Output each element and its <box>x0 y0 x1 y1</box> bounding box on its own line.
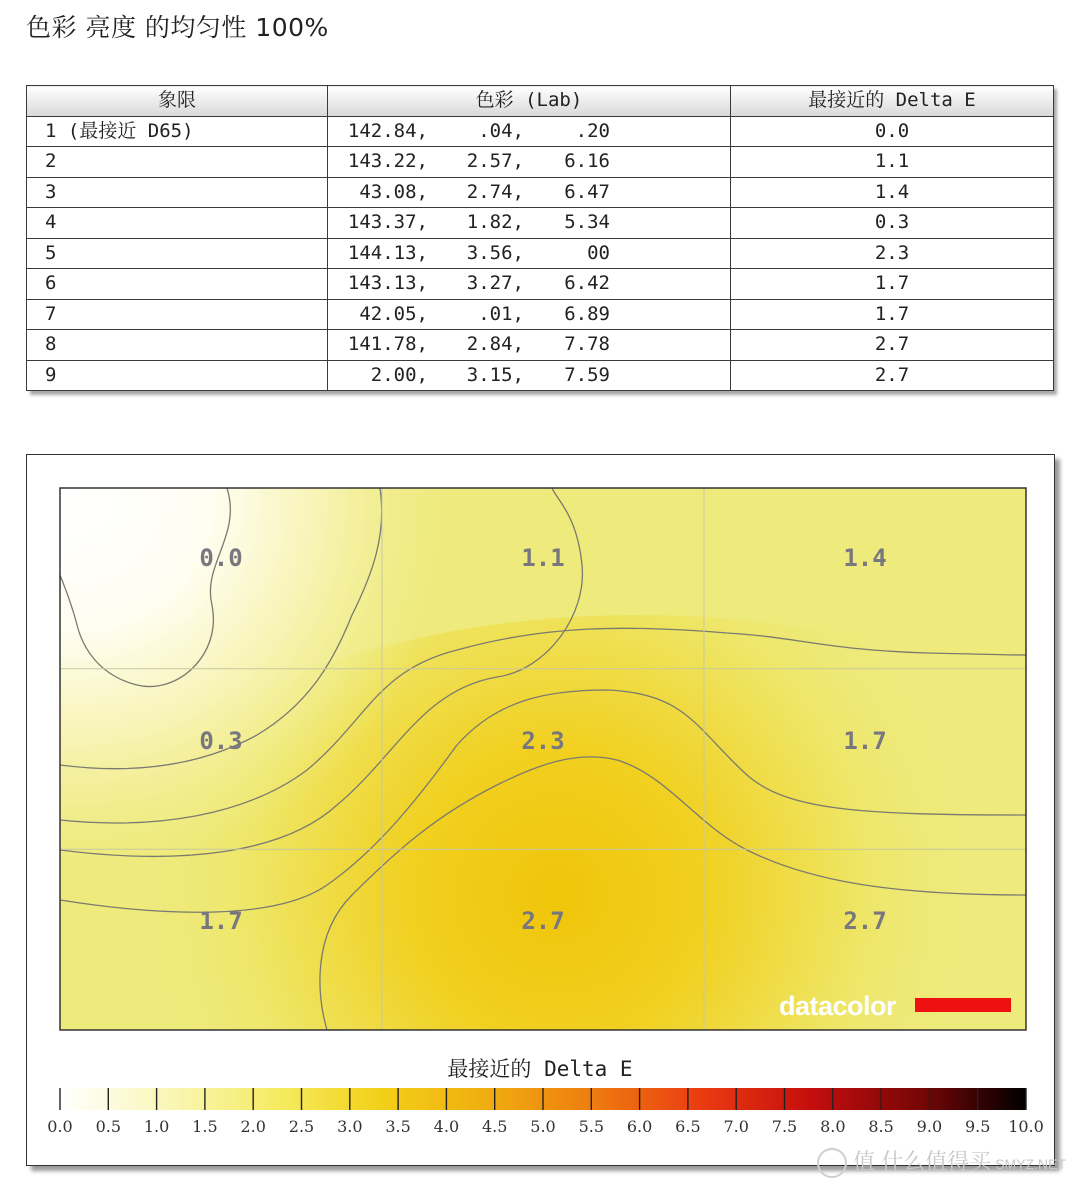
lab-component: .04, <box>478 119 524 142</box>
lab-component: 2.00, <box>370 363 428 386</box>
legend-tick-label: 9.5 <box>964 1117 991 1136</box>
lab-component: 144.13, <box>347 241 428 264</box>
lab-component: 1.82, <box>466 211 524 233</box>
cell-delta-e: 2.3 <box>731 238 1054 269</box>
table-header-row <box>27 86 1054 117</box>
legend-tick-label: 0.5 <box>95 1117 122 1136</box>
lab-component: 2.84, <box>466 333 524 355</box>
table-row <box>27 177 1054 208</box>
watermark <box>817 1145 1066 1178</box>
legend-tick-label: 8.0 <box>820 1117 846 1136</box>
cell-lab <box>328 208 731 239</box>
cell-delta-e: 0.3 <box>731 208 1054 239</box>
legend-tick-label: 4.5 <box>481 1117 508 1136</box>
cell-value-label: 1.7 <box>843 727 887 755</box>
lab-component: 143.22, <box>347 150 428 172</box>
cell-quadrant: 7 <box>27 299 328 330</box>
cell-value-label: 1.4 <box>843 544 887 572</box>
lab-component: 143.37, <box>347 211 428 233</box>
cell-delta-e: 1.7 <box>731 299 1054 330</box>
cell-lab <box>328 330 731 361</box>
lab-component: 6.47 <box>564 180 610 203</box>
cell-lab <box>328 116 731 147</box>
cell-value-label: 1.1 <box>521 544 565 572</box>
cell-lab <box>328 238 731 269</box>
legend-tick-label: 6.5 <box>675 1117 701 1136</box>
cell-delta-e: 0.0 <box>731 116 1054 147</box>
lab-component: 6.89 <box>564 302 610 325</box>
lab-component: 142.84, <box>347 119 428 142</box>
legend-tick-label: 2.5 <box>288 1117 315 1136</box>
table-row <box>27 299 1054 330</box>
cell-delta-e: 1.1 <box>731 147 1054 178</box>
legend-tick-label: 3.0 <box>337 1117 363 1136</box>
logo-text: datacolor <box>779 991 897 1021</box>
lab-component: 3.27, <box>466 272 524 294</box>
lab-component: 141.78, <box>347 333 428 355</box>
legend-tick-label: 0.0 <box>47 1117 73 1136</box>
cell-quadrant: 8 <box>27 330 328 361</box>
cell-lab <box>328 177 731 208</box>
table-row <box>27 208 1054 239</box>
lab-component: .20 <box>575 119 610 142</box>
page-title: 色彩 亮度 的均匀性 100% <box>26 13 329 42</box>
lab-component: 2.74, <box>466 180 524 203</box>
lab-component: 3.15, <box>466 363 524 386</box>
lab-component: 6.42 <box>564 272 610 294</box>
logo-bar <box>915 998 1011 1012</box>
watermark-text: 值 什么值得买 <box>853 1148 992 1174</box>
lab-component: 5.34 <box>564 211 610 233</box>
lab-component: 7.59 <box>564 363 610 386</box>
cell-delta-e: 2.7 <box>731 330 1054 361</box>
table-row <box>27 330 1054 361</box>
cell-lab <box>328 360 731 391</box>
cell-value-label: 1.7 <box>199 907 243 935</box>
watermark-site: SMYZ.NET <box>995 1155 1066 1172</box>
table-row <box>27 116 1054 147</box>
legend-tick-label: 6.0 <box>626 1117 653 1136</box>
cell-value-label: 2.3 <box>521 727 565 755</box>
legend-title: 最接近的 Delta E <box>447 1057 633 1081</box>
cell-lab <box>328 269 731 300</box>
cell-lab <box>328 299 731 330</box>
uniformity-chart-panel <box>26 454 1055 1166</box>
legend-tick-label: 4.0 <box>433 1117 460 1136</box>
lab-component: 143.13, <box>347 272 428 294</box>
lab-component: 3.56, <box>466 241 524 264</box>
cell-value-label: 0.3 <box>199 727 243 755</box>
table-row <box>27 360 1054 391</box>
legend-tick-label: 3.5 <box>385 1117 411 1136</box>
legend-tick-label: 5.0 <box>530 1117 556 1136</box>
lab-component: 43.08, <box>359 180 428 203</box>
header-quadrant: 象限 <box>27 86 328 117</box>
legend-tick-label: 5.5 <box>578 1117 605 1136</box>
lab-component: 2.57, <box>466 150 524 172</box>
table-row <box>27 147 1054 178</box>
cell-quadrant: 6 <box>27 269 328 300</box>
cell-quadrant: 3 <box>27 177 328 208</box>
cell-lab <box>328 147 731 178</box>
lab-component: 00 <box>587 241 610 264</box>
cell-quadrant: 1 (最接近 D65) <box>27 116 328 147</box>
header-lab: 色彩 (Lab) <box>328 86 731 117</box>
uniformity-chart <box>27 455 1054 1165</box>
lab-component: 7.78 <box>564 333 610 355</box>
cell-delta-e: 2.7 <box>731 360 1054 391</box>
table-row <box>27 269 1054 300</box>
legend-tick-label: 8.5 <box>868 1117 894 1136</box>
table-row <box>27 238 1054 269</box>
lab-component: 42.05, <box>359 302 428 325</box>
legend-tick-label: 7.5 <box>771 1117 798 1136</box>
legend-tick-label: 7.0 <box>723 1117 749 1136</box>
cell-quadrant: 4 <box>27 208 328 239</box>
cell-quadrant: 2 <box>27 147 328 178</box>
legend-tick-label: 1.5 <box>192 1117 218 1136</box>
cell-value-label: 2.7 <box>521 907 565 935</box>
watermark-icon <box>817 1148 847 1178</box>
lab-component: 6.16 <box>564 150 610 172</box>
legend-tick-label: 2.0 <box>240 1117 266 1136</box>
cell-value-label: 2.7 <box>843 907 887 935</box>
color-legend <box>47 1057 1044 1136</box>
header-delta-e: 最接近的 Delta E <box>731 86 1054 117</box>
lab-table <box>26 85 1053 391</box>
legend-tick-label: 10.0 <box>1008 1117 1044 1136</box>
cell-delta-e: 1.4 <box>731 177 1054 208</box>
cell-quadrant: 9 <box>27 360 328 391</box>
cell-quadrant: 5 <box>27 238 328 269</box>
legend-tick-label: 9.0 <box>916 1117 943 1136</box>
lab-component: .01, <box>478 302 524 325</box>
legend-tick-label: 1.0 <box>143 1117 170 1136</box>
cell-delta-e: 1.7 <box>731 269 1054 300</box>
cell-value-label: 0.0 <box>199 544 243 572</box>
delta-e-table <box>26 85 1054 391</box>
